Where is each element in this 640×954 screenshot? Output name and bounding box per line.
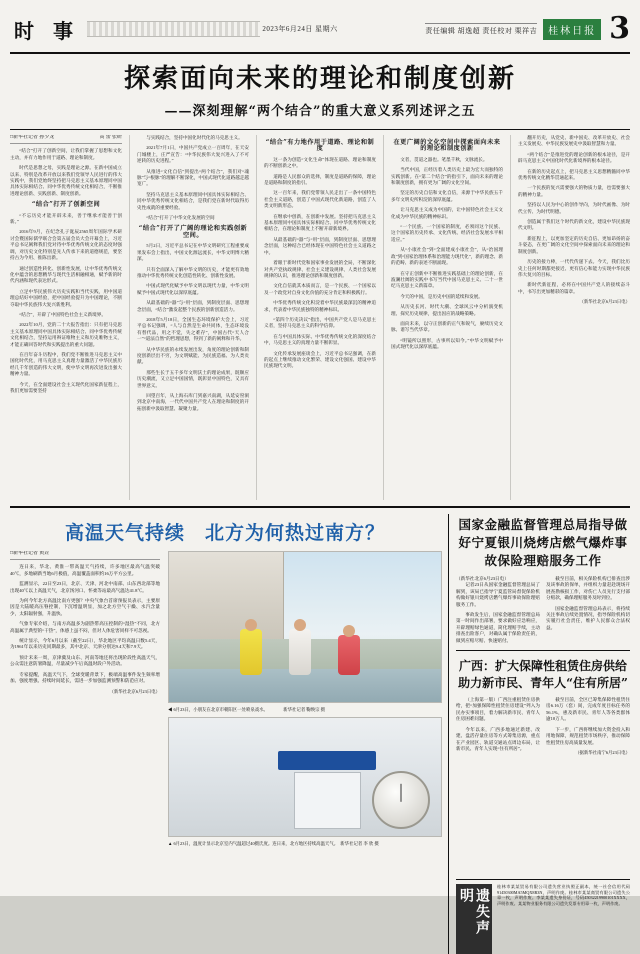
paragraph: “两个结合”是推进党的理论创新的根本途径，是开辟马克思主义中国化时代化新境界的根本途径。 — [518, 151, 630, 164]
masthead-rule — [87, 21, 260, 37]
photo-child-head — [245, 619, 257, 631]
photo-child — [240, 629, 262, 675]
photo-doorway — [294, 772, 361, 828]
paragraph: 这一条为创造“文化生命”体现在道路、理论和制度的不断创新之中。 — [264, 156, 376, 169]
publication-date: 2023年6月24日 星期六 — [262, 25, 338, 33]
divider — [456, 650, 630, 651]
paragraph: 文者，贯道之器也。笔墨千秋，文脉流长。 — [400, 156, 488, 162]
paragraph: 一个民族的复兴需要强大的物质力量，也需要强大的精神力量。 — [518, 185, 630, 197]
paragraph: 时代是思想之母，实践是理论之源。在新中国成立以来、特别是改革开放以来我们党领导人民进行的伟大实践中，我们党始终坚持把马克思主义基本原理同中国具体实际相结合、同中华优秀传统文化相结合，不断推进理论创新、实践创新、制度创新。 — [10, 165, 122, 196]
paragraph: 新征程上，以更加坚定的历史自信、更加昂扬的奋斗姿态，在更广阔的文化空间中探索面向未来的理论和制度创新。 — [518, 235, 630, 254]
headline-block — [10, 54, 630, 130]
masthead — [10, 6, 630, 54]
right-headline-1: 国家金融监督管理总局指导做好宁夏银川烧烤店燃气爆炸事故保险理赔服务工作 — [458, 517, 628, 568]
paragraph: 坚定的历史自信和文化自信，来源于中华民族五千多年文明史所积淀的深厚底蕴。 — [391, 190, 503, 202]
paragraph: 在守正创新中不断推进实践基础上的理论创新，在波澜壮阔的实践中书写当代中国马克思主义、二十一世纪马克思主义新篇章。 — [391, 270, 503, 289]
paragraph: 5月2日，习近平总书记在中华文明研究工程重要成果发布会上指出，中国文化源远流长，中华文明博大精深。 — [137, 243, 249, 262]
subheading: “结合”打开了广阔的理论和实践创新空间。 — [138, 225, 248, 239]
photo-child — [289, 629, 311, 675]
article-column-2 — [129, 135, 249, 500]
feature-photos — [168, 551, 440, 954]
paragraph: 气象专家介绍，与南方高温多为副热带高压控制的“湿热”不同，北方高温属于典型的“干热”，体感上虽不闷，但对人体危害同样不可忽视。 — [10, 621, 160, 633]
byline — [10, 135, 122, 144]
paragraph: 面向未来，以守正创新的正气和锐气，赓续历史文脉、谱写当代华章。 — [391, 320, 503, 333]
page-number: 3 — [609, 11, 630, 46]
paragraph: “第四个历史决议”指出，中国共产党人是马克思主义者，坚持马克思主义的科学信仰。 — [264, 316, 376, 329]
photo-thermometer-dial — [372, 771, 430, 829]
paragraph: 今年以来，广西多地通过新建、改建、盘活存量住房等方式筹集房源，重点在产业园区、轨道交通站点周边布局，让新市民、青年人实现“住有所居”。 — [456, 726, 540, 751]
paragraph: 从最基础的“器”与“用”层面，到制度层面、思想理念层面，这种结合已经体现在中国特色社会主义道路之中。 — [264, 236, 376, 255]
paragraph: 回望百年，从上海石库门到嘉兴南湖，从延安窑洞到北京中南海，一代代中国共产党人在理论和制度的开拓创新中汲取智慧、凝聚力量。 — [137, 393, 249, 411]
paragraph: 监测显示，22日至23日，北京、天津、河北中南部、山东西北部等地出现40℃以上高温天气，北京汤河口、怀柔等站最高气温达41.8℃。 — [10, 581, 160, 593]
feature-source: （新华社北京6月23日电） — [109, 688, 160, 694]
paragraph: 文化传承发展座谈会上，习近平总书记强调，在新的起点上继续推动文化繁荣、建设文化强国、建设中华民族现代文明。 — [264, 350, 376, 369]
paragraph: 坚持马克思主义基本原理同中国具体实际相结合、同中华优秀传统文化相结合，是我们党在新时代取得历史性成就的重要经验。 — [137, 191, 249, 210]
paragraph: 今天的中国，是历史中国的延续和发展。 — [400, 293, 483, 299]
paragraph: “一个民族、一个国家的制度，必须同这个民族、这个国家的历史传承、文化传统、经济社会发展水平相适应。” — [391, 224, 503, 242]
paragraph: 截至目前，全区已筹集保障性租赁住房6.16万（套）间，完成年度目标任务的56.1%，惠及新市民、青年人等各类群体逾10万人。 — [546, 697, 630, 722]
photo-thermometer-shop — [168, 717, 442, 837]
subheading: “结合”有力地作用于道路、理论和制度 — [265, 139, 375, 153]
byline-right: 高 蕾 张研 — [99, 135, 122, 140]
paragraph: 让马克思主义成为中国的，让中国特色社会主义文化成为中华民族的精神标识。 — [391, 207, 503, 219]
article-column-5 — [510, 135, 630, 500]
editor-credits: 责任编辑 胡逸超 责任校对 栗祥吉 — [425, 23, 537, 36]
lost-notice-text: 桂林市某某贸易有限公司遗失营业执照正副本，统一社会信用代码91450300MA5MQX8R3N，声明作废。桂林市某某商贸有限公司遗失公章一枚，声明作废。李某某遗失身份证，号码45032219900101XXXX，声明作废。某某物业服务有限公司遗失发票专用章一枚，声明作废。 — [497, 884, 630, 906]
right-body-1 — [456, 576, 630, 644]
photo-caption-2: ▲ 6月23日，温度计显示北京室内气温超过40摄氏度。连日来，北方地区持续高温天气。 新华社记者 李 欣 摄 — [168, 841, 379, 846]
photo-children-fountain — [168, 551, 442, 703]
masthead-right — [340, 11, 630, 46]
photo-building — [169, 552, 284, 645]
paragraph: 2021年7月1日，中国共产党成立一百周年，在天安门城楼上，庄严宣告：“中华民族伟大复兴进入了不可逆转的历史进程。” — [137, 145, 249, 164]
article-column-3 — [256, 135, 376, 500]
feature-byline — [10, 551, 160, 560]
paragraph: 当代中国，正经历着人类历史上最为宏大而独特的实践创新。在“第二个结合”的指引下，面向未来的理论和制度创新，拥有更为广阔的文化空间。 — [391, 167, 503, 186]
paragraph: “结合”，开辟了中国特色社会主义新境界。 — [19, 311, 106, 317]
right-column — [448, 514, 640, 954]
paragraph: 连日来，华北、黄淮一带高温天气持续，许多地区最高气温突破40℃，多地刷新当地6月极值，高温覆盖面积约16万平方公里。 — [10, 564, 160, 576]
paragraph: 与实践结合，坚持中国化时代化的马克思主义。 — [146, 135, 243, 140]
article-columns — [10, 130, 630, 500]
section-title: 时 事 — [14, 18, 79, 43]
feature-title: 高温天气持续 北方为何热过南方？ — [64, 522, 385, 544]
paragraph: 为何今年北方高温比南方更强？中央气象台首席预报员表示，主要原因是大陆暖高压脊控制，下沉增温明显，加之北方空气干燥、水汽含量少，太阳辐射强，升温快。 — [10, 598, 160, 616]
lost-notice-title: 遗失声明 — [456, 884, 492, 954]
feature-article — [10, 514, 440, 954]
paragraph: 在与中国具体实际、中华优秀传统文化的深度结合中，马克思主义的真理力量不断彰显。 — [264, 333, 376, 346]
feature-body — [10, 551, 440, 954]
paragraph: “结合”打开了创新空间，让我们掌握了思想和文化主动，并有力地作用于道路、理论和制度。 — [10, 148, 122, 160]
paragraph: 中国式现代化赋予中华文明以现代力量，中华文明赋予中国式现代化以深厚底蕴。 — [137, 283, 249, 295]
paragraph: “结合”打开了中华文化发展的空间 — [146, 215, 215, 221]
subheading: 在更广阔的文化空间中探索面向未来的理论和制度创新 — [393, 139, 501, 153]
paragraph: 中华优秀传统文化积淀着中华民族最深沉的精神追求，代表着中华民族独特的精神标识。 — [264, 300, 376, 312]
paragraph: 立足中华民族伟大历史实践和当代实践，用中国道理总结好中国经验，把中国经验提升为中国理论，不断夺取中华民族伟大复兴新胜利。 — [10, 288, 122, 307]
paragraph: 统计显示，今年6月以来（截至22日），华北地区平均高温日数5.4天，为1961年以来历史同期最多，其中北京、天津分别达9.4天和7.9天。 — [10, 638, 160, 650]
dateline: （新华社北京6月23日电） — [456, 576, 509, 581]
paragraph: 从历史长河、时代大潮、全球风云中分析演变机理、探究历史规律，提出因应的战略策略。 — [391, 304, 503, 316]
feature-text-column — [10, 551, 160, 954]
paragraph: 从推进“文化自信”到提出“两个结合”，我们对“魂脉”与“根脉”的理解不断深化，中国式现代化道路越走越宽广。 — [137, 168, 249, 187]
paragraph: 从“小康社会”到“全面建成小康社会”，从“治国理政”到“国家治理体系和治理能力现代化”，新的理念、新的范畴、新的表述不断涌现。 — [391, 247, 503, 266]
photo-signboard — [278, 751, 376, 770]
paragraph: 事故发生后，国家金融监督管理总局第一时间作出部署，要求做好应急响应，开辟理赔绿色通道，简化理赔手续，主动排查出险客户，对确认属于保险责任的，做到应赔尽赔、快速赔付。 — [456, 612, 540, 643]
paragraph: 通过创造性转化、创新性发展，让中华优秀传统文化中蕴含的思想精华与现代生活相融相通，赋予新的时代内涵和现代表达形式。 — [10, 265, 122, 284]
paragraph: （上海第一版）广西注重租赁住房供给，把“加强保障性租赁住房建设”列入为民办实事项目，着力解决新市民、青年人住房困难问题。 — [456, 697, 540, 722]
paragraph: 在继承中创新，在创新中发展。坚持把马克思主义基本原理同中国具体实际相结合、同中华优秀传统文化相结合，在理论和制度上不断开辟新境界。 — [264, 213, 376, 232]
paragraph: 翻开历史，从党史、新中国史、改革开放史、社会主义发展史、中华民族发展史中汲取智慧和力量。 — [518, 135, 630, 147]
paragraph: “明镜所以照形，古事所以知今。”中华文明赋予中国式现代化以深厚底蕴。 — [391, 337, 503, 350]
photo-child — [338, 635, 360, 675]
subheading: “结合”打开了创新空间 — [31, 201, 101, 209]
paragraph: 只有全面深入了解中华文明的历史，才能更有效地推动中华优秀传统文化创造性转化、创新性发展。 — [137, 266, 249, 278]
lower-section — [10, 506, 640, 954]
paragraph: 专家提醒，高温天气下，全球变暖背景下，极端高温事件发生频率增加、强度增强、持续时间延长，需进一步加强监测预警和防范应对。 — [10, 671, 160, 684]
paragraph: “不忘历史才能开辟未来，善于继承才能善于创新。” — [10, 212, 122, 225]
photo-caption-1: ◀ 6月23日，小朋友在北京市朝阳区一处喷泉戏水。 新华社记者 鞠焕宗 摄 — [168, 707, 325, 712]
article-column-1 — [10, 135, 122, 500]
paragraph: 道路是人民群众的选择，制度是道路的保障，理论是道路和制度的指引。 — [264, 173, 376, 186]
right-body-2 — [456, 697, 630, 758]
paragraph: 这一百年来，我们党带领人民走出了一条中国特色社会主义道路，创造了中国式现代化新道路，创造了人类文明新形态。 — [264, 190, 376, 209]
masthead-left — [10, 15, 260, 44]
paragraph: 记者23日从国家金融监督管理总局了解到，该局已指导宁夏监管局督促保险机构做好银川烧烤店燃气爆炸事故保险理赔服务工作。 — [456, 582, 540, 607]
paragraph: 从中华民族的永续发展出发，角度的理论创新和制度创新层出不穷，为文明赋能、为民族造福、为人类贡献。 — [137, 346, 249, 365]
paragraph: 下一步，广西将继续加大资金投入和用地保障，规范租赁市场秩序，推动保障性租赁住房高质量发展。 — [546, 726, 630, 745]
paragraph: 创造属于我们这个时代的新文化，建设中华民族现代文明。 — [518, 219, 630, 231]
paragraph: 截至目前，相关保险机构已排查出涉及该事故的保单，并组织力量赶赴现场开展查勘核损工作，对伤亡人员先行支付部分赔款，确保理赔服务及时到位。 — [546, 576, 630, 601]
lost-notice-box — [456, 879, 630, 954]
paragraph: 历史的接力棒，一代代传递下去。今天，我们比历史上任何时期都更接近、更有信心和能力实现中华民族伟大复兴的目标。 — [518, 259, 630, 277]
paragraph: 新时代新征程，必将在中国共产党人的接续奋斗中，书写出更加精彩的篇章。 — [518, 282, 630, 294]
photo-child-head — [343, 625, 355, 637]
right-headline-2: 广西：扩大保障性租赁住房供给 助力新市民、青年人“住有所居” — [458, 659, 640, 691]
newspaper-logo: 桂林日报 — [543, 19, 601, 40]
paragraph: 2018年5月18日，全国生态环境保护大会上，习近平总书记强调，“人与自然是生命共同体，生态环境没有替代品，用之不觉，失之难存”，中国古代“天人合一”“道法自然”的哲理思想，得到了新的阐释和升华。 — [137, 316, 249, 342]
article-column-4 — [383, 135, 503, 500]
paragraph: 2016年9月，在纪念孔子诞辰2565周年国际学术研讨会暨国际儒学联合会第五届会员大会开幕会上，习近平总书记阐释我们党对待中华优秀传统文化的态度时强调，对历史文化特别是先人传承下来的道德规范，要坚持古为今用、推陈出新。 — [10, 229, 122, 261]
paragraph: 在新的历史起点上，把马克思主义思想精髓同中华优秀传统文化精华贯通起来。 — [518, 168, 630, 181]
paragraph: 今天，在全面建设社会主义现代化国家新征程上，我们更加需要坚持 — [10, 381, 122, 393]
byline-left: □新华社记者 孙少龙 — [10, 135, 55, 140]
paragraph: 国家金融监督管理总局表示，将持续关注事故后续处置情况，指导保险机构切实履行社会责任，维护人民群众合法权益。 — [546, 605, 630, 630]
paragraph: 坚持以人民为中心的创作导向，为时代画像、为时代立传、为时代明德。 — [518, 202, 630, 214]
page-title: 探索面向未来的理论和制度创新 — [123, 64, 516, 94]
paragraph: 文化自信就其本质而言，是一个民族、一个国家以及一个政党对自身文化价值的充分肯定和积极践行。 — [264, 283, 376, 295]
page-subtitle: ——深刻理解“两个结合”的重大意义系列述评之五 — [164, 104, 476, 119]
paragraph: 2022年10月，党的二十大报告指出：只有把马克思主义基本原理同中国具体实际相结合、同中华优秀传统文化相结合，坚持运用辩证唯物主义和历史唯物主义，才能正确回答时代和实践提出的重大问题。 — [10, 322, 122, 347]
article-source: （新华社北京6月23日电） — [579, 299, 630, 305]
paragraph: 在百年奋斗历程中，我们党不断推进马克思主义中国化时代化，用马克思主义真理力量激活了中华民族历经几千年创造的伟大文明，使中华文明再次迸发出强大精神力量。 — [10, 351, 122, 377]
photo-child-head — [294, 619, 306, 631]
feature-byline-text: □新华社记者 黄垚 — [10, 551, 50, 556]
paragraph: 从最基础的“器”与“用”层面，到制度层面、思想理念层面，“结合”激发起整个民族的创新创造活力。 — [137, 300, 249, 312]
right-source: （据新华社南宁6月23日电） — [575, 749, 630, 755]
paragraph: 着眼于新时代党和国家事业发展的全局，不断深化对共产党执政规律、社会主义建设规律、人类社会发展规律的认识，推进理论创新和制度创新。 — [264, 260, 376, 278]
paragraph: 预计未来一周，京津冀及山东、河南等地还将出现阶段性高温天气，公众需注意防暑降温，尽量减少午后高温时段户外活动。 — [10, 654, 160, 667]
paragraph: 那些生长于五千多年文明沃土的理论成果，既顺应历史潮流，又立足中国国情，既彰显中国特色，又具有世界意义。 — [137, 369, 249, 388]
